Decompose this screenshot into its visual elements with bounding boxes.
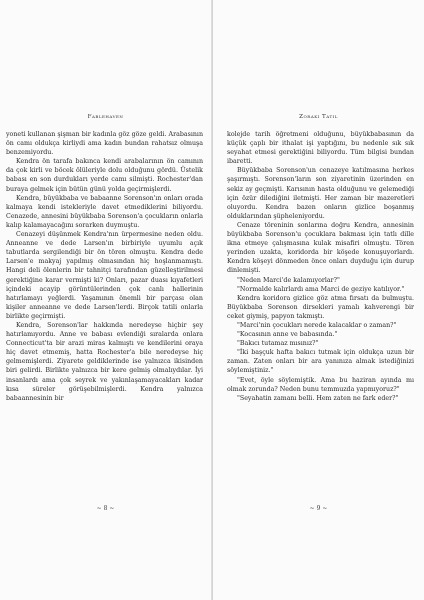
paragraph: Kendra, Sorenson'lar hakkında neredeyse hiçbir şey hatırlamıyordu. Anne ve babası evlendiği sıralarda onlara Connecticut'ta bir arazi miras kalmıştı ve kendilerini oraya hiç davet etmemiş, hatta Rochester'a bile neredeyse hiç gelmemişlerdi. Ziyarete geldiklerinde ise yalnızca ikisinden biri gelirdi. Birlikte yalnızca bir kere gelmiş olmalıydılar. İyi insanlardı ama çok seyrek ve yakınlaşamayacakları kadar kısa süreler görüşebilmişlerdi. Kendra yalnızca babaannesinin bir <box>6 321 203 402</box>
paragraph: Kendra ön tarafa bakınca kendi arabalarının ön camının da çok kirli ve böcek ölüleriyle dolu olduğunu gördü. Üstelik babası en son durdukları yerde camı silmişti. Rochester'dan buraya gelmek için bütün günü yolda geçirmişlerdi. <box>6 158 203 193</box>
right-page-text <box>227 130 414 403</box>
right-page-number: ~ 9 ~ <box>309 505 328 512</box>
dialogue-line: "Bakıcı tutamaz mısınız?" <box>237 340 319 348</box>
dialogue-line: "Normalde kalırlardı ama Marci de geziye katılıyor." <box>237 285 405 293</box>
dialogue-line: "İki başçuk hafta bakıcı tutmak için oldukça uzun bir zaman. Zaten onları bir ara yanınıza almak istediğinizi söylemiştiniz." <box>227 349 414 375</box>
paragraph: Kendra, büyükbaba ve babaanne Sorenson'ın onları orada kalmaya kendi istekleriyle davet etmediklerini biliyordu. Cenazede, annesini büyükbaba Sorenson'a çocukların onlarla kalıp kalamayacağını sorarken duymuştu. <box>6 194 203 229</box>
left-page <box>0 0 211 600</box>
paragraph: kolejde tarih öğretmeni olduğunu, büyükbabasının da küçük çaplı bir ithalat işi yaptığını, bu nedenle sık sık seyahat etmesi gerektiğini biliyordu. Tüm bilgisi bundan ibaretti. <box>227 131 414 166</box>
paragraph: yoneti kullanan şişman bir kadınla göz göze geldi. Arabasının ön camı oldukça kirliydi ama kadın bundan rahatsız olmuşa benzemiyordu. <box>6 131 203 157</box>
paragraph: Büyükbaba Sorenson'un cenazeye katılmasına herkes şaşırmıştı. Sorenson'ların son ziyaretinin üzerinden en sekiz ay geçmişti. Karısının hasta olduğunu ve gelemediği için özür dilediğini iletmişti. Her zaman bir mazeretleri oluyordu. Kendra bazen onların gizlice boşanmış olduklarından şüpheleniyordu. <box>227 167 414 220</box>
paragraph: Kendra koridora gizlice göz atma fırsatı da bulmuştu. Büyükbaba Sorenson dirsekleri yamalı kahverengi bir ceket giymiş, papyon takmıştı. <box>227 294 414 320</box>
left-running-header: Fablehaven <box>87 114 124 120</box>
dialogue-line: "Evet, öyle söylemiştik. Ama bu haziran ayında mı olmak zorunda? Neden bunu temmuzda yapmıyoruz?" <box>227 376 414 393</box>
left-page-text <box>6 130 203 403</box>
paragraph: Cenazeyi düşünmek Kendra'nın ürpermesine neden oldu. Anneanne ve dede Larsen'ın birbiriyle uyumlu açık tabutlarda sergilendiği bir ön tören olmuştu. Kendra dede Larsen'e makyaj yapılmış olmasından hiç hoşlanmamıştı. Hangi deli ölenlerin bir tahnitçi tarafından güzelleştirilmesi gerektiğine karar vermişti ki? Onları, pazar duası kıyafetleri içindeki acayip görüntülerinden çok canlı hallerinin hatırlamayı yeğlerdi. Yaşamının önemli bir parçası olan kişiler anneanne ve dede Larsen'lerdi. Birçok tatili onlarla birlikte geçirmişti. <box>6 231 203 320</box>
dialogue-line: "Neden Marci'de kalamıyorlar?" <box>237 276 340 284</box>
dialogue-line: "Kocasının anne ve babasında." <box>237 331 338 339</box>
left-page-number: ~ 8 ~ <box>96 505 115 512</box>
paragraph: Cenaze töreninin sonlarına doğru Kendra, annesinin büyükbaba Sorenson'u çocuklara bakması için tatlı dille ikna etmeye çalışmasına kulak misafiri olmuştu. Tören yerinden uzakta, koridorda bir köşede konuşuyorlardı. Kendra köşeyi dönmeden önce onları duyduğu için durup dinlemişti. <box>227 221 414 275</box>
dialogue-line: "Seyahatin zamanı belli. Hem zaten ne fark eder?" <box>237 394 399 402</box>
dialogue-line: "Marci'nin çocukları nerede kalacaklar o zaman?" <box>237 321 397 329</box>
right-page <box>213 0 424 600</box>
right-running-header: Zoraki Tatil <box>299 114 338 120</box>
